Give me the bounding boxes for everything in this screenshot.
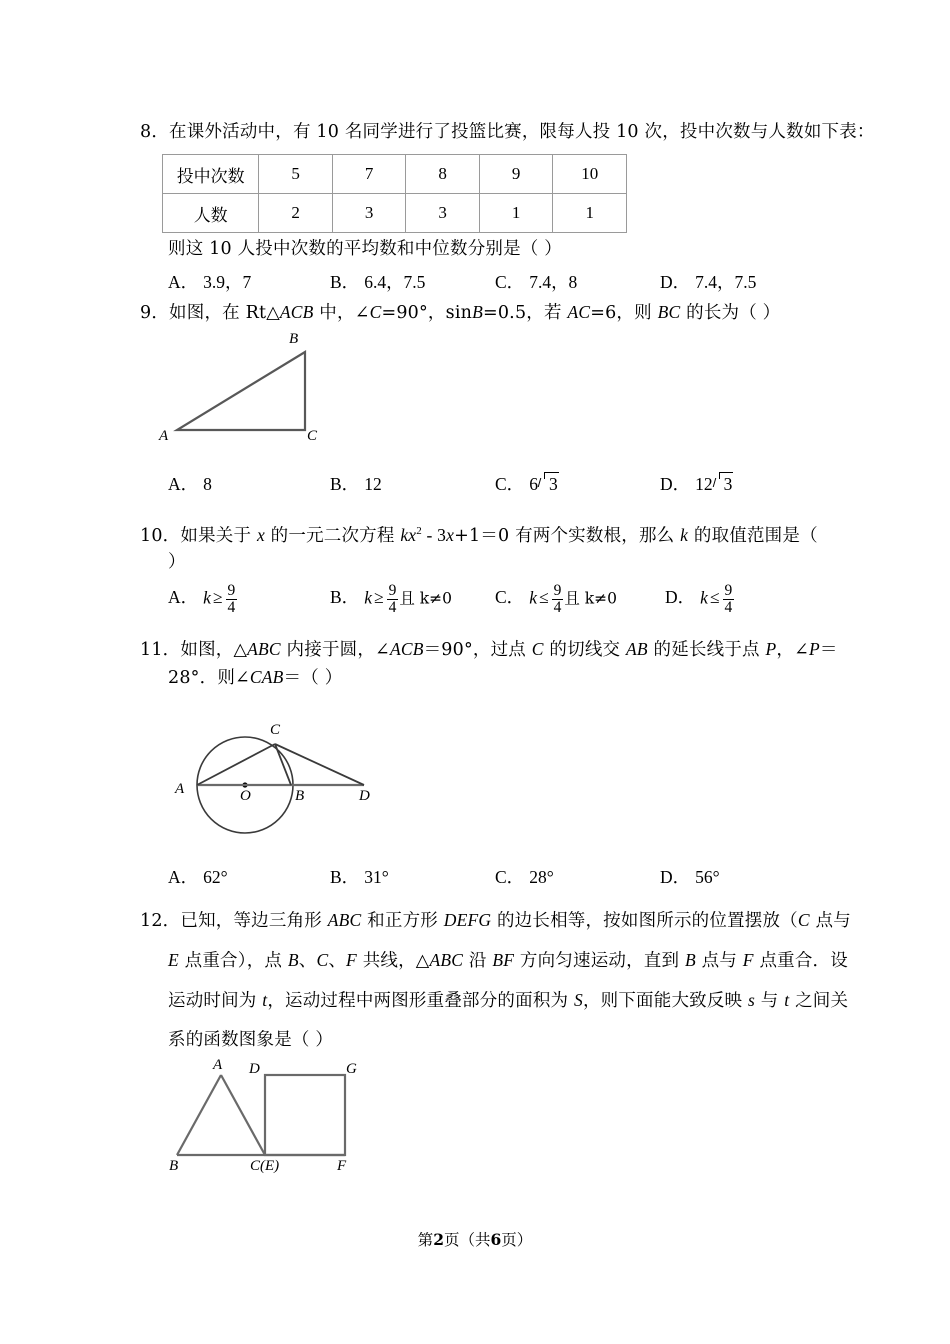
- stem-var: AB: [625, 639, 648, 659]
- option-text: 6.4，7.5: [364, 272, 426, 292]
- stem-var: E: [168, 950, 179, 970]
- stem-part: ，运动过程中两图形重叠部分的面积为: [267, 991, 574, 1011]
- stem-part: 如果关于: [180, 525, 257, 546]
- stem-part: ＝: [819, 640, 838, 660]
- stem-var: ACB: [279, 302, 314, 322]
- option-a[interactable]: [168, 583, 238, 616]
- stem-var: BC: [657, 302, 681, 322]
- option-var: k: [364, 587, 372, 608]
- stem-part: 和正方形: [361, 911, 444, 931]
- label-b: B: [169, 1158, 179, 1174]
- option-text: 56°: [695, 867, 720, 887]
- table-cell: 3: [332, 194, 406, 233]
- option-c[interactable]: [495, 471, 558, 496]
- stem-var: kx: [400, 524, 417, 545]
- table-cell: 2: [259, 194, 333, 233]
- question-8-table: [162, 154, 627, 233]
- stem-part: 内接于圆，∠: [280, 640, 390, 660]
- option-label: B．: [330, 272, 360, 292]
- stem-var: x: [446, 524, 455, 545]
- fraction: [552, 583, 564, 616]
- stem-var: B: [472, 302, 483, 322]
- label-b: B: [289, 331, 299, 347]
- table-cell: 1: [553, 194, 627, 233]
- question-12-number: 12．: [140, 911, 181, 931]
- stem-part: 已知，等边三角形: [180, 911, 328, 931]
- stem-part: 沿: [463, 951, 493, 971]
- fraction: [387, 583, 399, 616]
- stem-var: C: [369, 302, 382, 322]
- denominator: 4: [553, 598, 562, 616]
- stem-part: =90°，sin: [381, 303, 473, 323]
- label-c-e: C(E): [250, 1158, 280, 1174]
- stem-var: t: [784, 990, 790, 1010]
- question-9-figure-right-triangle: [155, 330, 355, 455]
- stem-part: - 3: [421, 524, 447, 545]
- fraction: [723, 583, 735, 616]
- stem-part: 、: [298, 951, 317, 971]
- stem-var: k: [680, 524, 689, 545]
- table-cell: 3: [406, 194, 480, 233]
- option-d[interactable]: [660, 864, 720, 889]
- option-label: C．: [495, 867, 525, 887]
- footer-total-pages: 6: [490, 1230, 502, 1249]
- stem-var: x: [256, 524, 265, 545]
- option-label: D．: [665, 587, 696, 608]
- option-label: D．: [660, 867, 691, 887]
- option-var: k: [529, 587, 537, 608]
- stem-var: t: [262, 990, 268, 1010]
- option-text: 31°: [364, 867, 389, 887]
- option-label: B．: [330, 587, 360, 608]
- question-11-stem-line2: [168, 669, 342, 688]
- option-extra: 且 k≠0: [399, 589, 452, 608]
- footer-suffix: 页）: [501, 1231, 533, 1249]
- stem-var: C: [316, 950, 329, 970]
- option-label: C．: [495, 474, 525, 494]
- option-d[interactable]: [660, 471, 732, 496]
- stem-var: ABC: [327, 910, 362, 930]
- table-header-people: 人数: [163, 194, 259, 233]
- option-text: 28°: [529, 867, 554, 887]
- denominator: 4: [724, 598, 733, 616]
- stem-var: BF: [492, 950, 515, 970]
- question-9-number: 9．: [140, 303, 170, 323]
- radicand: 3: [723, 474, 733, 494]
- stem-part: 28°．则∠: [168, 668, 250, 688]
- line-ac: [197, 744, 275, 785]
- question-11-stem: [140, 641, 838, 660]
- question-8-stem-2: 则这 10 人投中次数的平均数和中位数分别是（ ）: [168, 239, 562, 259]
- triangle-square-svg: [165, 1045, 395, 1185]
- stem-var: F: [742, 950, 754, 970]
- stem-part: 的一元二次方程: [264, 525, 401, 546]
- table-row: [163, 194, 627, 233]
- stem-part: 如图，△: [180, 640, 248, 660]
- question-8-stem-text: 在课外活动中，有 10 名同学进行了投篮比赛，限每人投 10 次，投中次数与人数如下表：: [169, 122, 875, 142]
- question-8-options: [0, 269, 950, 303]
- option-text: 3.9，7: [203, 272, 252, 292]
- stem-part: 点与: [695, 951, 743, 971]
- stem-part: 方向匀速运动，直到: [514, 951, 685, 971]
- label-d: D: [249, 1061, 260, 1077]
- stem-var: C: [531, 639, 544, 659]
- option-a[interactable]: [168, 269, 251, 294]
- label-b: B: [295, 788, 305, 804]
- option-text: 7.4，7.5: [695, 272, 757, 292]
- label-a: A: [159, 428, 169, 444]
- question-10-options: [0, 583, 950, 617]
- stem-part: 如图，在 Rt△: [169, 303, 280, 323]
- table-cell: 10: [553, 155, 627, 194]
- numerator: 9: [227, 582, 236, 599]
- numerator: 9: [553, 582, 562, 599]
- option-label: A．: [168, 474, 199, 494]
- label-a: A: [213, 1057, 223, 1073]
- radical-icon: [538, 474, 558, 495]
- stem-var: AC: [567, 302, 591, 322]
- option-label: A．: [168, 867, 199, 887]
- stem-var: B: [684, 950, 696, 970]
- label-a: A: [175, 781, 185, 797]
- option-b[interactable]: [330, 471, 382, 496]
- option-label: D．: [660, 272, 691, 292]
- option-label: A．: [168, 587, 199, 608]
- table-cell: 1: [479, 194, 553, 233]
- stem-var: ABC: [247, 639, 281, 659]
- table-header-shots: 投中次数: [163, 155, 259, 194]
- stem-part: 的取值范围是（: [688, 525, 818, 546]
- stem-var: F: [346, 950, 357, 970]
- stem-part: 的边长相等，按如图所示的位置摆放（: [491, 911, 798, 931]
- option-d[interactable]: [665, 583, 735, 616]
- stem-part: 点重合．设: [753, 951, 848, 971]
- option-label: B．: [330, 867, 360, 887]
- option-b[interactable]: [330, 269, 425, 294]
- option-a[interactable]: [168, 864, 228, 889]
- stem-var: ACB: [389, 639, 424, 659]
- stem-var: B: [287, 950, 299, 970]
- option-label: C．: [495, 272, 525, 292]
- stem-part: ＝（ ）: [283, 668, 343, 688]
- footer-prefix: 第: [417, 1231, 434, 1249]
- stem-part: 中，∠: [313, 303, 370, 323]
- stem-part: 与: [755, 991, 785, 1011]
- relation-symbol: ≥: [373, 587, 384, 608]
- stem-part: 、: [328, 951, 347, 971]
- option-coefficient: 12: [695, 474, 713, 494]
- option-label: C．: [495, 587, 525, 608]
- footer-page-number: 2: [433, 1230, 444, 1249]
- option-label: B．: [330, 474, 360, 494]
- option-var: k: [700, 587, 708, 608]
- question-12-stem-line4: 系的函数图象是（ ）: [168, 1030, 334, 1050]
- stem-var: ABC: [429, 950, 464, 970]
- question-8-number: 8．: [140, 122, 170, 142]
- stem-part: 点与: [809, 911, 851, 931]
- relation-symbol: ≤: [709, 587, 720, 608]
- question-12-figure-triangle-square: [165, 1045, 395, 1185]
- relation-symbol: ≥: [212, 587, 223, 608]
- radicand: 3: [548, 474, 558, 494]
- stem-part: 点重合），点: [178, 951, 288, 971]
- option-coefficient: 6: [529, 474, 538, 494]
- stem-exponent: 2: [416, 525, 422, 537]
- question-9-options: [0, 471, 950, 505]
- table-row: [163, 155, 627, 194]
- line-ac: [221, 1075, 265, 1155]
- label-d: D: [359, 788, 370, 804]
- stem-var: s: [748, 990, 756, 1010]
- option-c[interactable]: [495, 583, 617, 616]
- option-b[interactable]: [330, 583, 452, 616]
- question-12-stem-line2: [168, 952, 848, 971]
- question-10-stem-line2: ）: [168, 552, 186, 572]
- denominator: 4: [227, 598, 236, 616]
- option-text: 7.4，8: [529, 272, 578, 292]
- denominator: 4: [388, 598, 397, 616]
- radical-icon: [713, 474, 733, 495]
- question-10-number: 10．: [140, 525, 181, 546]
- line-ba: [177, 1075, 221, 1155]
- option-label: D．: [660, 474, 691, 494]
- footer-middle: 页（共: [443, 1231, 491, 1249]
- stem-part: 之间关: [789, 991, 849, 1011]
- stem-var: S: [574, 990, 583, 1010]
- label-f: F: [337, 1158, 347, 1174]
- question-11-number: 11．: [140, 640, 181, 660]
- stem-var: P: [765, 639, 777, 659]
- stem-part: ，则下面能大致反映: [582, 991, 749, 1011]
- table-cell: 5: [259, 155, 333, 194]
- question-8-stem: [140, 124, 875, 142]
- option-text: 8: [203, 474, 212, 494]
- stem-part: 的切线交: [543, 640, 626, 660]
- triangle-shape: [177, 352, 305, 430]
- option-c[interactable]: [495, 269, 577, 294]
- question-12-stem-line3: [168, 992, 848, 1011]
- question-9-stem: [140, 304, 780, 323]
- question-10-stem: [140, 526, 818, 545]
- option-extra: 且 k≠0: [564, 589, 617, 608]
- numerator: 9: [724, 582, 733, 599]
- label-c: C: [307, 428, 318, 444]
- table-cell: 9: [479, 155, 553, 194]
- relation-symbol: ≤: [538, 587, 549, 608]
- option-c[interactable]: [495, 864, 554, 889]
- stem-part: =6，则: [590, 303, 658, 323]
- option-b[interactable]: [330, 864, 389, 889]
- label-c: C: [270, 722, 281, 738]
- option-text: 62°: [203, 867, 228, 887]
- stem-var: C: [797, 910, 810, 930]
- stem-part: 的长为（ ）: [680, 303, 781, 323]
- stem-part: 共线，△: [356, 951, 430, 971]
- stem-part: ，∠: [776, 640, 809, 660]
- stem-var: P: [808, 639, 820, 659]
- right-triangle-svg: [155, 330, 355, 455]
- stem-part: =0.5，若: [482, 303, 568, 323]
- numerator: 9: [388, 582, 397, 599]
- option-var: k: [203, 587, 211, 608]
- option-d[interactable]: [660, 269, 756, 294]
- question-12-stem-line1: [140, 912, 851, 931]
- page-footer: [0, 1228, 950, 1250]
- stem-var: DEFG: [443, 910, 492, 930]
- table-cell: 7: [332, 155, 406, 194]
- stem-part: 运动时间为: [168, 991, 263, 1011]
- stem-part: +1＝0 有两个实数根，那么: [454, 525, 681, 546]
- label-o: O: [240, 788, 251, 804]
- stem-part: 的延长线于点: [647, 640, 766, 660]
- stem-var: CAB: [249, 667, 284, 687]
- square-defg: [265, 1075, 345, 1155]
- option-a[interactable]: [168, 471, 212, 496]
- fraction: [226, 583, 238, 616]
- option-text: 12: [364, 474, 382, 494]
- label-g: G: [346, 1061, 357, 1077]
- table-cell: 8: [406, 155, 480, 194]
- option-label: A．: [168, 272, 199, 292]
- question-11-options: [0, 864, 950, 898]
- stem-part: ＝90°，过点: [423, 640, 532, 660]
- question-11-figure-circle: [165, 710, 395, 860]
